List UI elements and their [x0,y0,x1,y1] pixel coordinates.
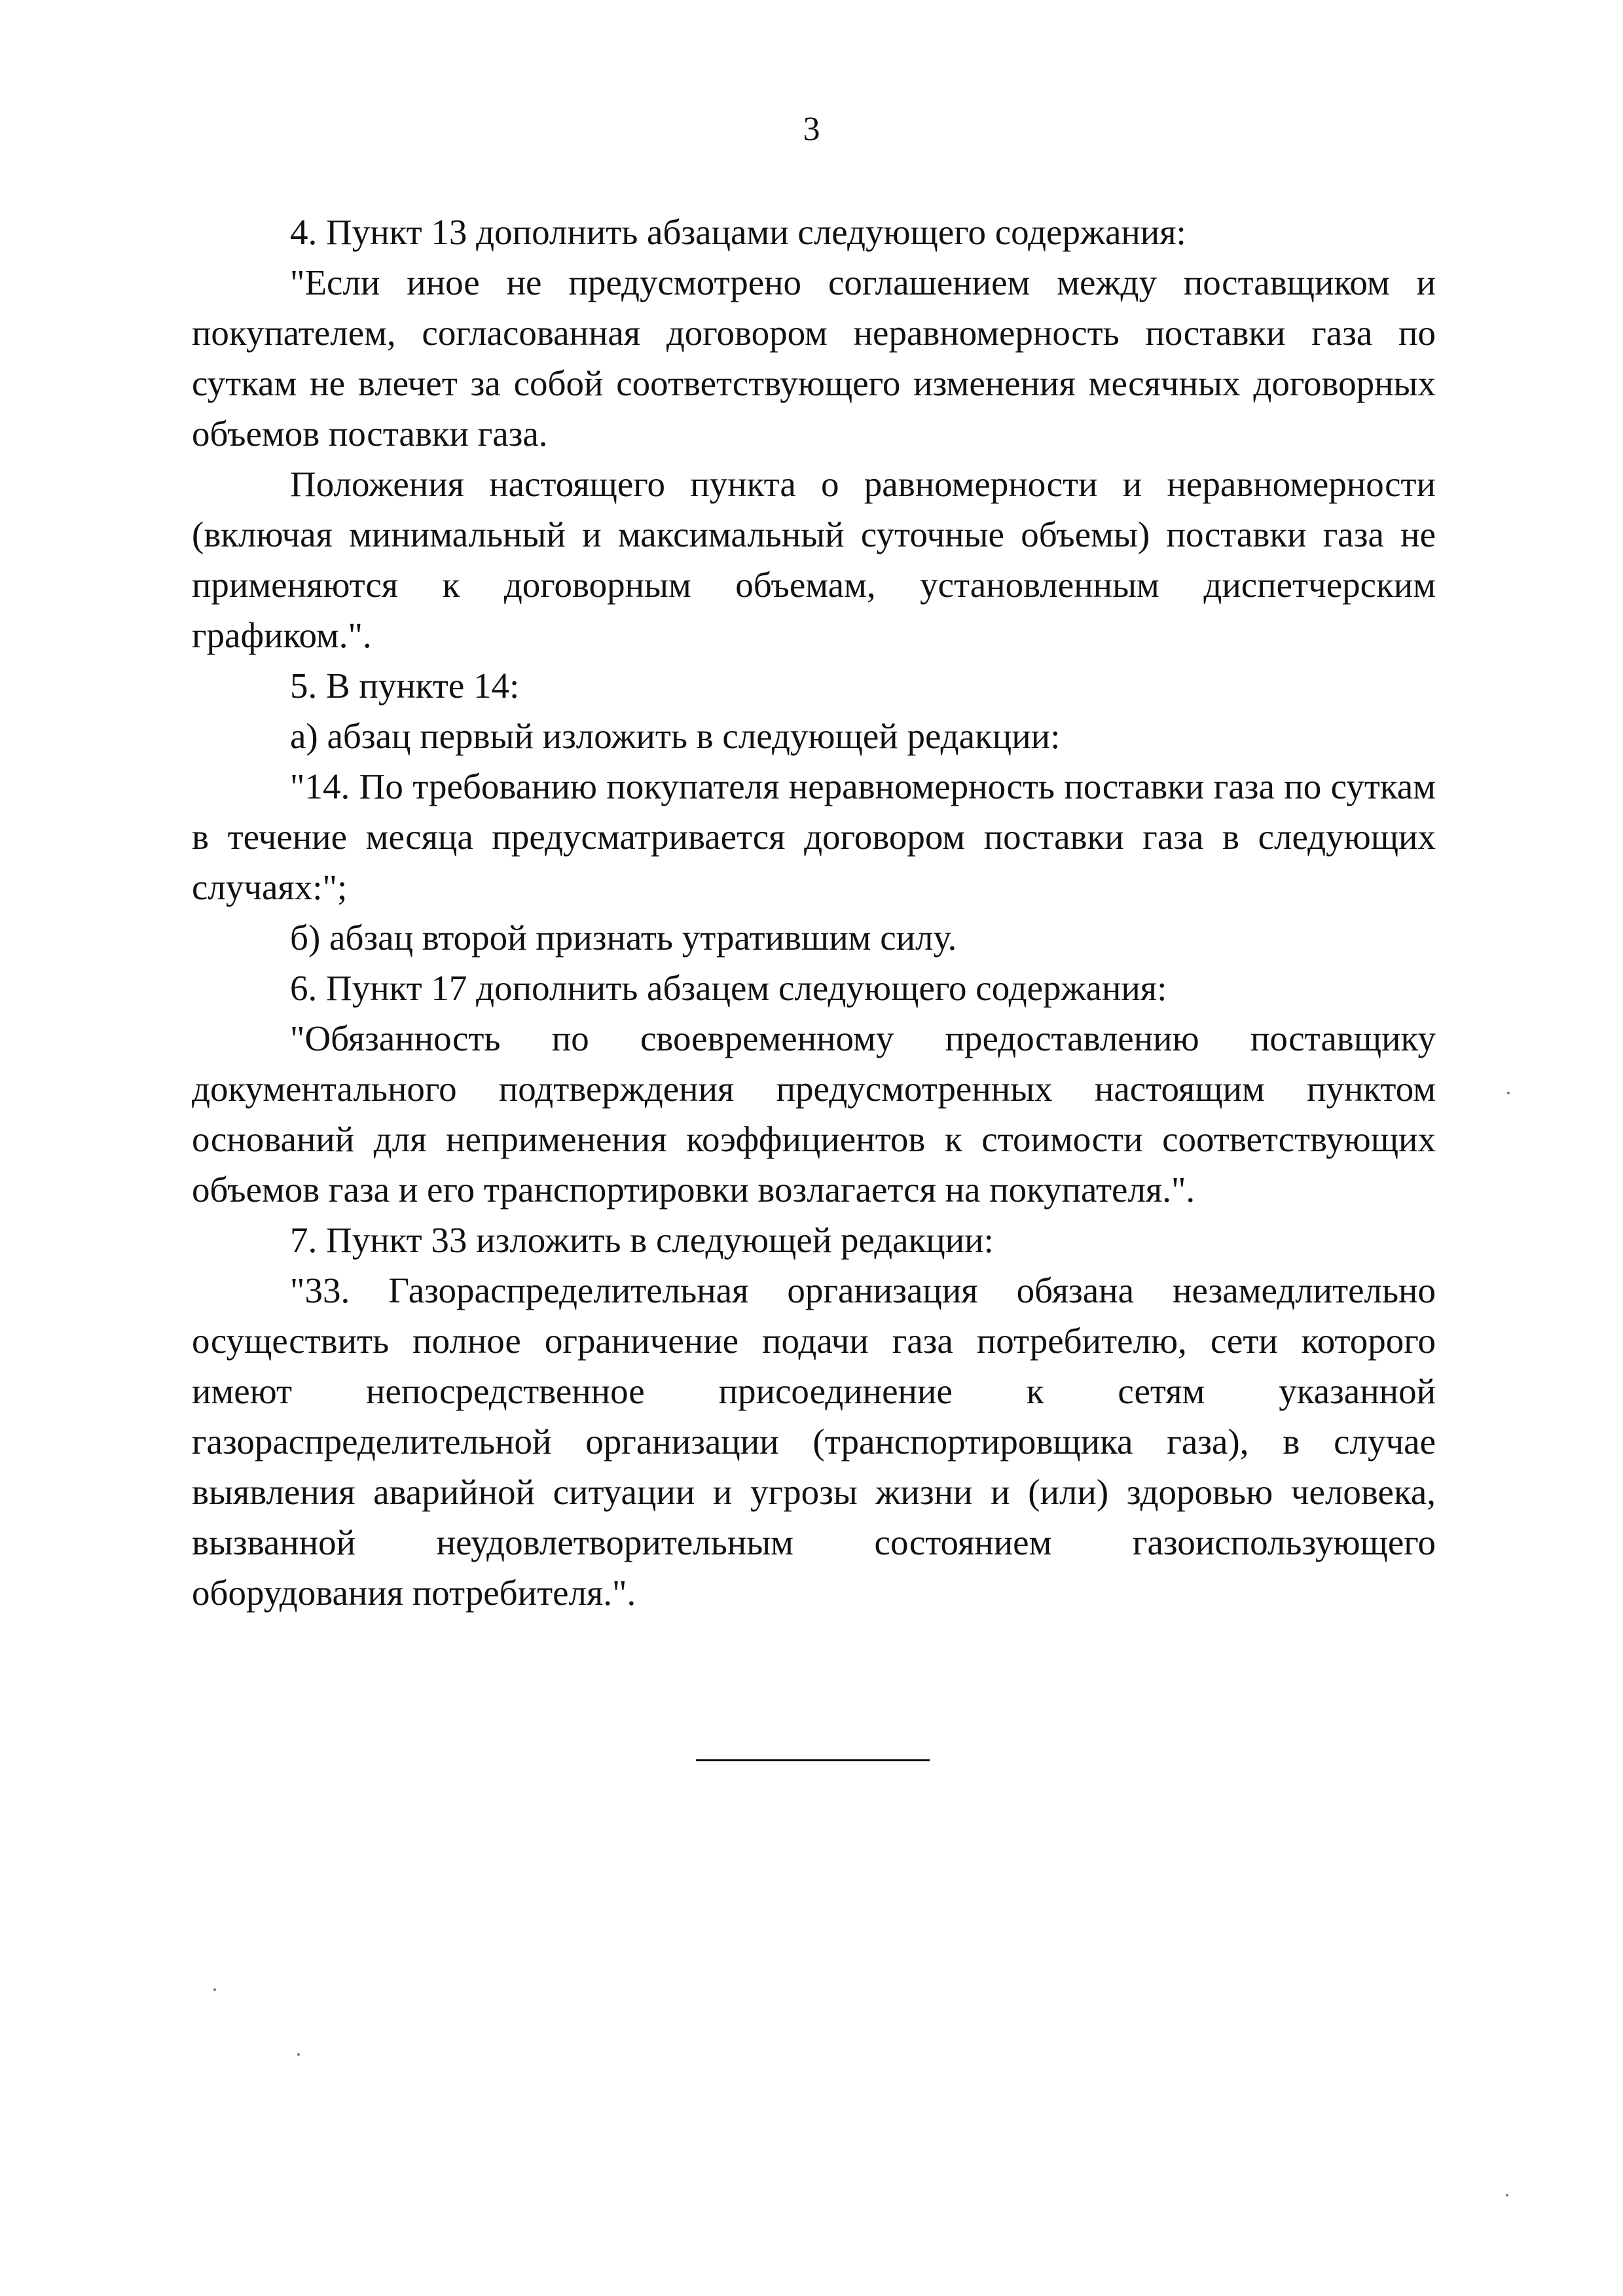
paragraph-quote-item-33: "33. Газораспределительная организация обязана незамедлительно осуществить полное ограничение подачи газа потребителю, сети которого имеют непосредственное присоединение к сетям указанной газораспределительной организации (транспортировщика газа), в случае выявления аварийной ситуации и угрозы жизни и (или) здоровью человека, вызванной неудовлетворительным состоянием газоиспользующего оборудования потребителя.". [192,1270,1436,1613]
paragraph-quote-item-17: "Обязанность по своевременному предоставлению поставщику документального подтверждения предусмотренных настоящим пунктом оснований для неприменения коэффициентов к стоимости соответствующих объемов газа и его транспортировки возлагается на покупателя.". [192,1018,1436,1210]
paragraph-item-7: 7. Пункт 33 изложить в следующей редакции: [290,1220,994,1260]
scan-speck [1507,1092,1510,1094]
document-body [192,207,1436,1618]
paragraph-item-5: 5. В пункте 14: [290,666,520,706]
paragraph-item-5a: а) абзац первый изложить в следующей редакции: [290,716,1061,756]
page-number: 3 [803,111,820,148]
end-separator-line [696,1759,930,1761]
paragraph-quote-item-13-part-2: Положения настоящего пункта о равномерности и неравномерности (включая минимальный и максимальный суточные объемы) поставки газа не применяются к договорным объемам, установленным диспетчерским графиком.". [192,464,1436,655]
scan-speck [1506,2194,1508,2197]
paragraph-quote-item-14: "14. По требованию покупателя неравномерность поставки газа по суткам в течение месяца предусматривается договором поставки газа в следующих случаях:"; [192,766,1436,907]
paragraph-item-5b: б) абзац второй признать утратившим силу. [290,918,957,958]
paragraph-quote-item-13-part-1: "Если иное не предусмотрено соглашением между поставщиком и покупателем, согласованная договором неравномерность поставки газа по суткам не влечет за собой соответствующего изменения месячных договорных объемов поставки газа. [192,262,1436,454]
scan-speck [297,2053,300,2056]
paragraph-item-4: 4. Пункт 13 дополнить абзацами следующего содержания: [290,212,1186,252]
paragraph-item-6: 6. Пункт 17 дополнить абзацем следующего содержания: [290,968,1167,1008]
scan-speck [213,1988,216,1991]
